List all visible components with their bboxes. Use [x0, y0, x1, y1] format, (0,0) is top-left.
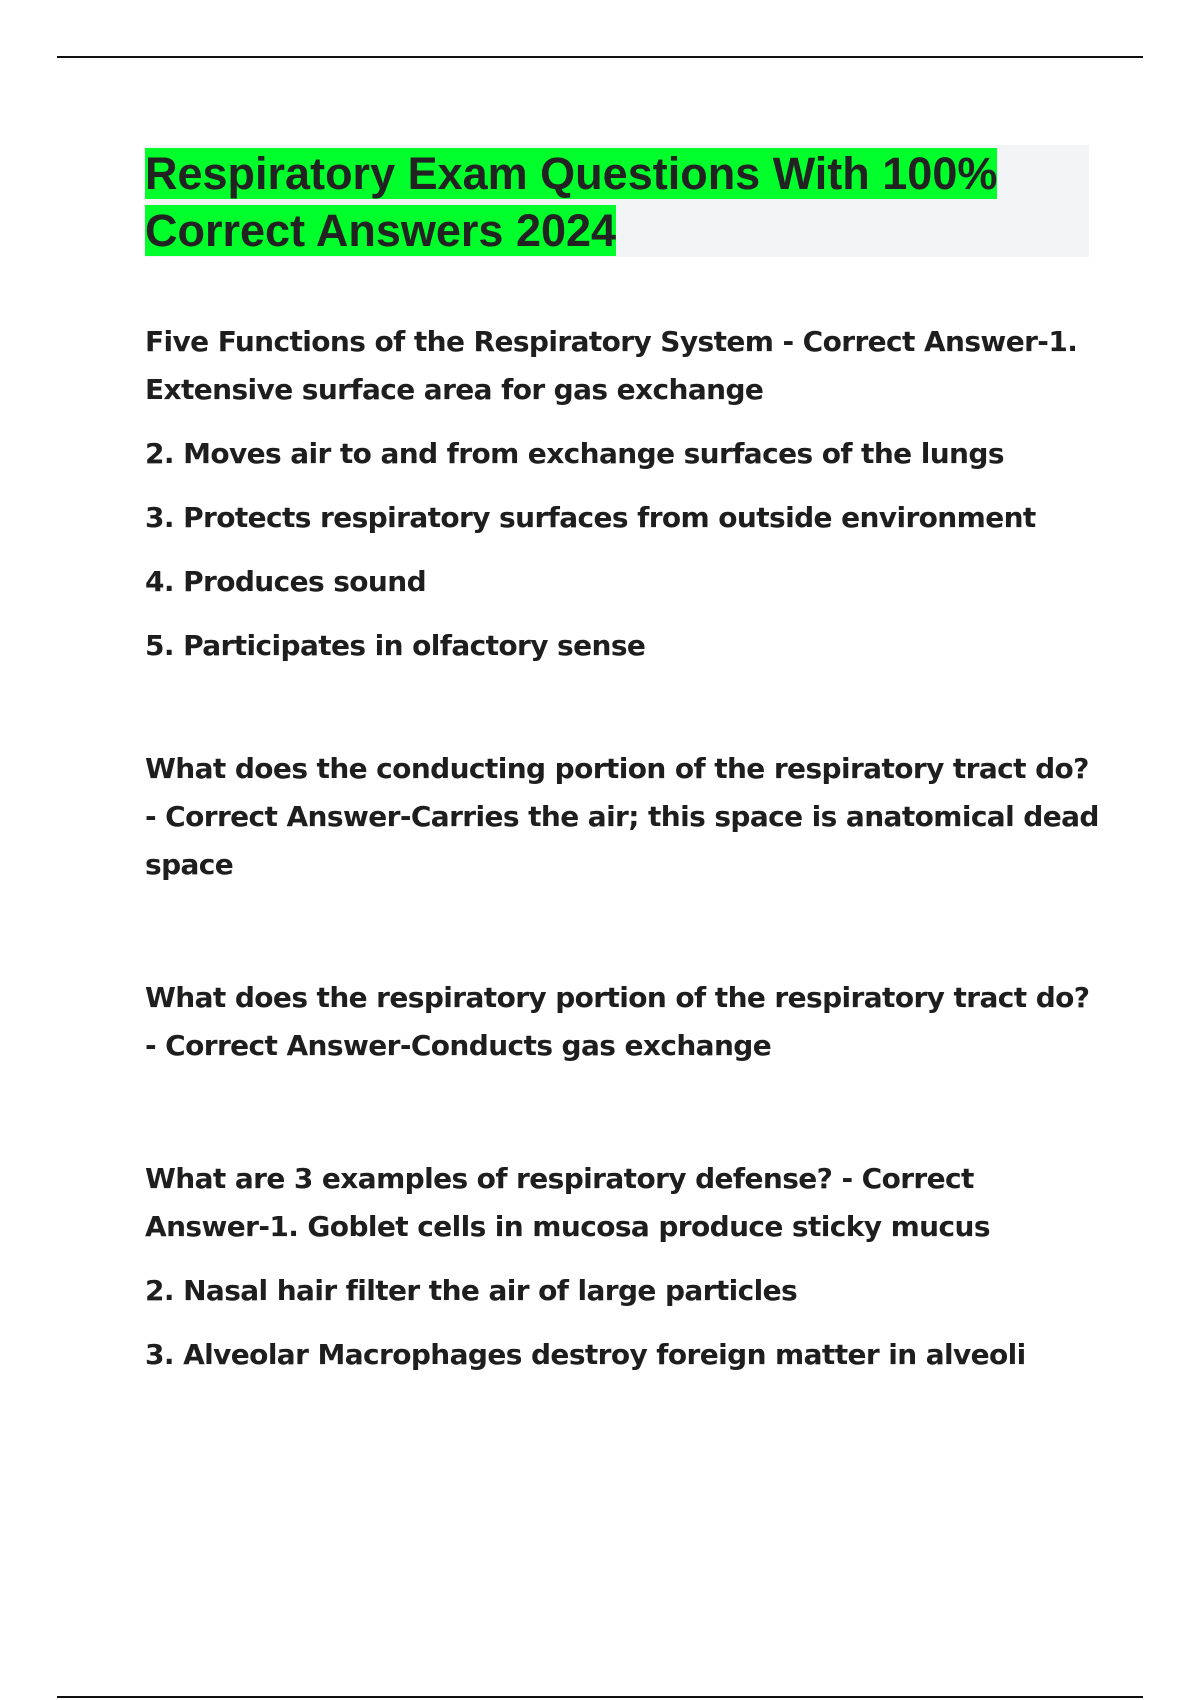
document-title: [145, 145, 1089, 259]
answer-item: 3. Protects respiratory surfaces from outside environment: [145, 501, 1036, 534]
question-answer: What are 3 examples of respiratory defense? - Correct Answer-1. Goblet cells in mucosa produce sticky mucus: [145, 1162, 990, 1243]
question-answer: What does the conducting portion of the respiratory tract do? - Correct Answer-Carries the air; this space is anatomical dead space: [145, 752, 1099, 881]
title-line-1: Respiratory Exam Questions With 100%: [145, 148, 998, 199]
answer-item: 4. Produces sound: [145, 565, 427, 598]
question-answer: What does the respiratory portion of the respiratory tract do? - Correct Answer-Conducts gas exchange: [145, 981, 1090, 1062]
qa-block: [145, 974, 1105, 1070]
footer-rule: [57, 1696, 1143, 1698]
title-line-2: Correct Answers 2024: [145, 205, 617, 256]
header-rule: [57, 56, 1143, 58]
qa-block: [145, 318, 1105, 670]
answer-item: 2. Nasal hair filter the air of large particles: [145, 1274, 798, 1307]
question-answer: Five Functions of the Respiratory System - Correct Answer-1. Extensive surface area for gas exchange: [145, 325, 1078, 406]
qa-content: [145, 318, 1105, 1379]
answer-item: 2. Moves air to and from exchange surfaces of the lungs: [145, 437, 1004, 470]
answer-item: 3. Alveolar Macrophages destroy foreign matter in alveoli: [145, 1338, 1026, 1371]
qa-block: [145, 1155, 1105, 1379]
title-block: [145, 145, 1089, 257]
qa-block: [145, 745, 1105, 889]
answer-item: 5. Participates in olfactory sense: [145, 629, 646, 662]
